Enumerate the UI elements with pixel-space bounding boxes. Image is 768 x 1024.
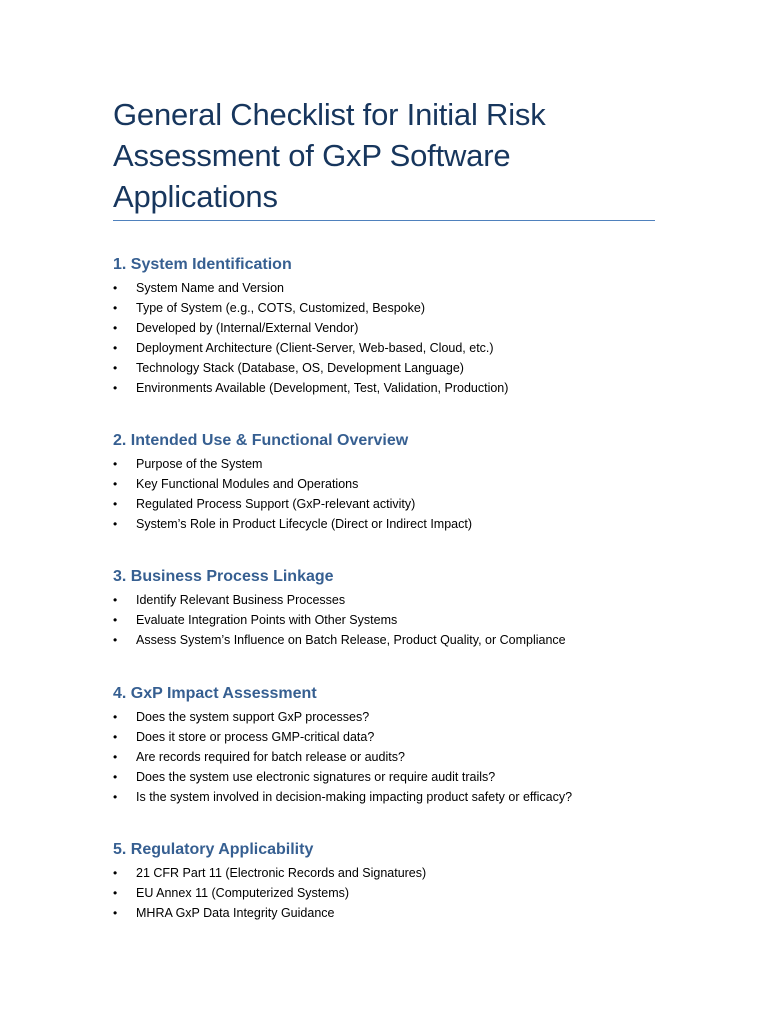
list-item-text: Evaluate Integration Points with Other Systems	[136, 613, 398, 627]
list-item-text: MHRA GxP Data Integrity Guidance	[136, 906, 335, 920]
section-heading: 1. System Identification	[113, 256, 292, 273]
list-item-text: Deployment Architecture (Client-Server, Web-based, Cloud, etc.)	[136, 341, 494, 355]
bullet-icon: •	[113, 361, 118, 375]
list-item	[113, 883, 673, 903]
section-heading: 5. Regulatory Applicability	[113, 841, 314, 858]
list-item	[113, 903, 673, 923]
section-heading: 2. Intended Use & Functional Overview	[113, 432, 409, 449]
list-item	[113, 474, 673, 494]
list-item	[113, 747, 673, 767]
bullet-list	[113, 590, 673, 650]
list-item	[113, 378, 673, 398]
list-item	[113, 338, 673, 358]
bullet-list	[113, 454, 673, 534]
bullet-icon: •	[113, 770, 118, 784]
list-item-text: Regulated Process Support (GxP-relevant activity)	[136, 497, 416, 511]
bullet-icon: •	[113, 457, 118, 471]
list-item	[113, 630, 673, 650]
list-item	[113, 278, 673, 298]
list-item-text: Does the system use electronic signatures or require audit trails?	[136, 770, 496, 784]
bullet-list	[113, 278, 673, 398]
list-item	[113, 298, 673, 318]
bullet-icon: •	[113, 517, 118, 531]
section-system-identification	[113, 254, 673, 398]
list-item-text: Are records required for batch release or audits?	[136, 750, 405, 764]
list-item	[113, 514, 673, 534]
bullet-icon: •	[113, 906, 118, 920]
bullet-icon: •	[113, 381, 118, 395]
bullet-icon: •	[113, 341, 118, 355]
section-business-process-linkage	[113, 566, 673, 650]
list-item-text: System’s Role in Product Lifecycle (Direct or Indirect Impact)	[136, 517, 472, 531]
list-item-text: System Name and Version	[136, 281, 284, 295]
list-item	[113, 707, 673, 727]
bullet-list	[113, 863, 673, 923]
list-item	[113, 494, 673, 514]
bullet-icon: •	[113, 866, 118, 880]
list-item-text: 21 CFR Part 11 (Electronic Records and Signatures)	[136, 866, 427, 880]
list-item-text: Technology Stack (Database, OS, Development Language)	[136, 361, 464, 375]
list-item-text: Developed by (Internal/External Vendor)	[136, 321, 359, 335]
list-item-text: Does it store or process GMP-critical data?	[136, 730, 375, 744]
document-title: General Checklist for Initial Risk Assessment of GxP Software Applications	[113, 97, 546, 214]
list-item-text: Type of System (e.g., COTS, Customized, Bespoke)	[136, 301, 425, 315]
list-item	[113, 727, 673, 747]
bullet-icon: •	[113, 886, 118, 900]
list-item-text: Key Functional Modules and Operations	[136, 477, 359, 491]
bullet-icon: •	[113, 633, 118, 647]
section-intended-use	[113, 430, 673, 534]
bullet-list	[113, 707, 673, 807]
list-item	[113, 863, 673, 883]
list-item-text: Is the system involved in decision-making impacting product safety or efficacy?	[136, 790, 573, 804]
list-item	[113, 787, 673, 807]
bullet-icon: •	[113, 281, 118, 295]
bullet-icon: •	[113, 497, 118, 511]
section-regulatory-applicability	[113, 839, 673, 923]
list-item	[113, 358, 673, 378]
list-item-text: Identify Relevant Business Processes	[136, 593, 346, 607]
list-item	[113, 767, 673, 787]
section-heading: 3. Business Process Linkage	[113, 568, 334, 585]
title-underline	[113, 220, 655, 221]
bullet-icon: •	[113, 613, 118, 627]
bullet-icon: •	[113, 477, 118, 491]
list-item-text: Environments Available (Development, Test, Validation, Production)	[136, 381, 509, 395]
list-item	[113, 318, 673, 338]
bullet-icon: •	[113, 730, 118, 744]
bullet-icon: •	[113, 790, 118, 804]
list-item	[113, 610, 673, 630]
bullet-icon: •	[113, 321, 118, 335]
bullet-icon: •	[113, 301, 118, 315]
bullet-icon: •	[113, 750, 118, 764]
list-item	[113, 454, 673, 474]
list-item	[113, 590, 673, 610]
section-heading: 4. GxP Impact Assessment	[113, 685, 317, 702]
section-gxp-impact-assessment	[113, 683, 673, 807]
list-item-text: Purpose of the System	[136, 457, 263, 471]
bullet-icon: •	[113, 593, 118, 607]
bullet-icon: •	[113, 710, 118, 724]
list-item-text: Assess System’s Influence on Batch Release, Product Quality, or Compliance	[136, 633, 566, 647]
list-item-text: EU Annex 11 (Computerized Systems)	[136, 886, 350, 900]
list-item-text: Does the system support GxP processes?	[136, 710, 370, 724]
